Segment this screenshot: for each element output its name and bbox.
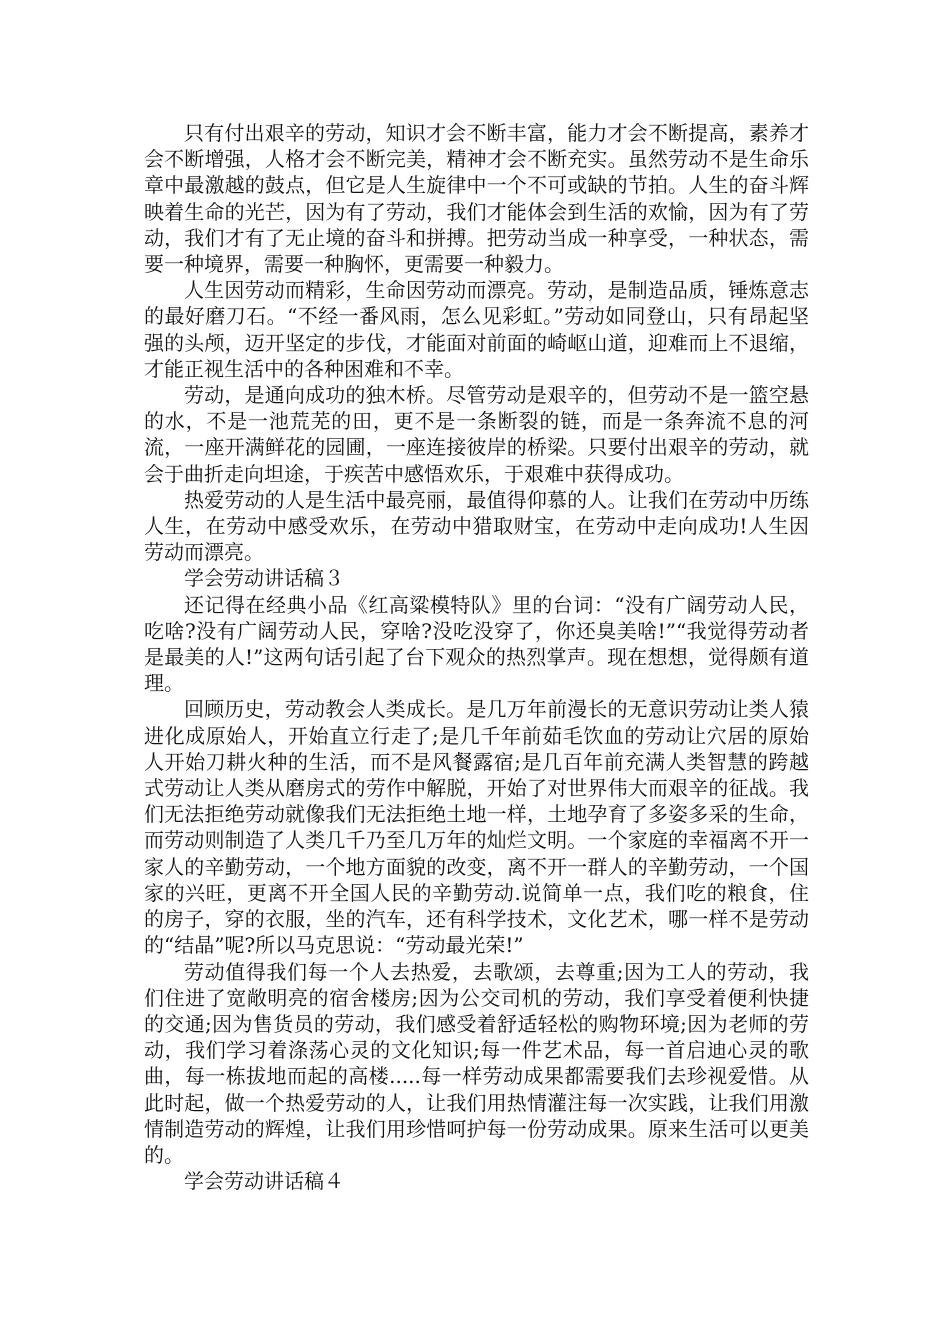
- body-paragraph: 回顾历史，劳动教会人类成长。是几万年前漫长的无意识劳动让类人猿进化成原始人，开始直立行走了;是几千年前茹毛饮血的劳动让穴居的原始人开始刀耕火种的生活，而不是风餐露宿;是几百年前充满人类智慧的跨越式劳动让人类从磨房式的劳作中解脱，开始了对世界伟大而艰辛的征战。我们无法拒绝劳动就像我们无法拒绝土地一样，土地孕育了多姿多采的生命，而劳动则制造了人类几千乃至几万年的灿烂文明。一个家庭的幸福离不开一家人的辛勤劳动，一个地方面貌的改变，离不开一群人的辛勤劳动，一个国家的兴旺，更离不开全国人民的辛勤劳动.说简单一点，我们吃的粮食，住的房子，穿的衣服，坐的汽车，还有科学技术，文化艺术，哪一样不是劳动的“结晶”呢?所以马克思说：“劳动最光荣!”: [144, 697, 809, 958]
- section-heading: 学会劳动讲话稿３: [184, 566, 344, 591]
- body-paragraph: 热爱劳动的人是生活中最亮丽，最值得仰慕的人。让我们在劳动中历练人生，在劳动中感受欢乐，在劳动中猎取财宝，在劳动中走向成功!人生因劳动而漂亮。: [144, 487, 809, 565]
- body-paragraph: 劳动，是通向成功的独木桥。尽管劳动是艰辛的，但劳动不是一篮空悬的水，不是一池荒芜的田，更不是一条断裂的链，而是一条奔流不息的河流，一座开满鲜花的园圃，一座连接彼岸的桥梁。只要付出艰辛的劳动，就会于曲折走向坦途，于疾苦中感悟欢乐，于艰难中获得成功。: [144, 383, 809, 486]
- body-paragraph: 只有付出艰辛的劳动，知识才会不断丰富，能力才会不断提高，素养才会不断增强，人格才会不断完美，精神才会不断充实。虽然劳动不是生命乐章中最激越的鼓点，但它是人生旋律中一个不可或缺的节拍。人生的奋斗辉映着生命的光芒，因为有了劳动，我们才能体会到生活的欢愉，因为有了劳动，我们才有了无止境的奋斗和拼搏。把劳动当成一种享受，一种状态，需要一种境界，需要一种胸怀，更需要一种毅力。: [144, 121, 809, 277]
- section-heading: 学会劳动讲话稿４: [184, 1169, 344, 1194]
- body-paragraph: 劳动值得我们每一个人去热爱，去歌颂，去尊重;因为工人的劳动，我们住进了宽敞明亮的宿舍楼房;因为公交司机的劳动，我们享受着便利快捷的交通;因为售货员的劳动，我们感受着舒适轻松的购物环境;因为老师的劳动，我们学习着涤荡心灵的文化知识;每一件艺术品，每一首启迪心灵的歌曲，每一栋拔地而起的高楼.....每一样劳动成果都需要我们去珍视爱惜。从此时起，做一个热爱劳动的人，让我们用热情灌注每一次实践，让我们用激情制造劳动的辉煌，让我们用珍惜呵护每一份劳动成果。原来生活可以更美的。: [144, 959, 809, 1167]
- document-page: [144, 120, 809, 1194]
- body-paragraph: 还记得在经典小品《红高粱模特队》里的台词：“没有广阔劳动人民，吃啥?没有广阔劳动人民，穿啥?没吃没穿了，你还臭美啥!”“我觉得劳动者是最美的人!”这两句话引起了台下观众的热烈掌声。现在想想，觉得颇有道理。: [144, 592, 809, 696]
- body-paragraph: 人生因劳动而精彩，生命因劳动而漂亮。劳动，是制造品质，锤炼意志的最好磨刀石。“不经一番风雨，怎么见彩虹。”劳动如同登山，只有昂起坚强的头颅，迈开坚定的步伐，才能面对前面的崎岖山道，迎难而上不退缩，才能正视生活中的各种困难和不幸。: [144, 278, 809, 381]
